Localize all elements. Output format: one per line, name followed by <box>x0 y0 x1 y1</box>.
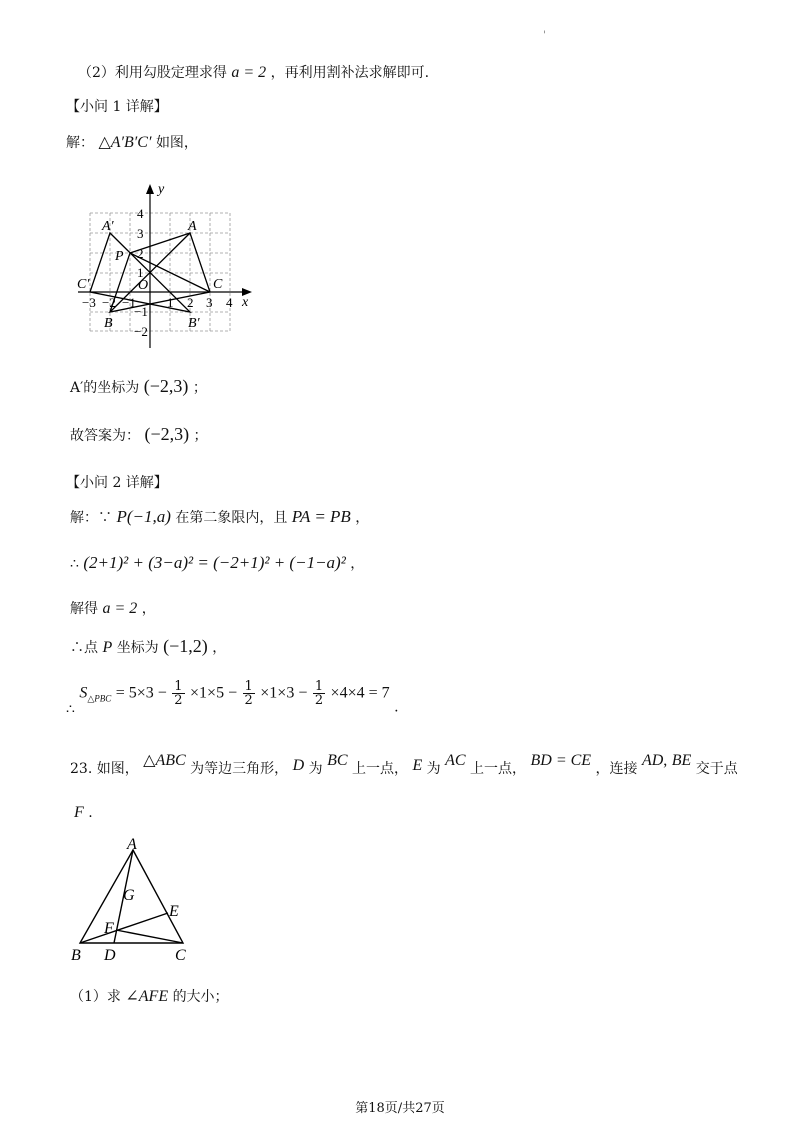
point-b1-label: B′ <box>188 316 200 331</box>
figure-label-g: G <box>123 887 135 904</box>
point-p-coord-mid: 坐标为 <box>116 640 159 656</box>
q23-text-4: 为 <box>426 761 441 777</box>
q23-seg-ac: AC <box>445 752 466 769</box>
fraction-1-den: 2 <box>174 693 183 708</box>
area-term-d: ×4×4 = 7 <box>330 684 390 702</box>
corner-mark: ' <box>543 30 546 41</box>
solve-prefix: 解得 <box>70 601 98 617</box>
q23-text-5: 上一点， <box>470 761 527 777</box>
q23-point-f: F <box>74 804 84 821</box>
q23-comma: , <box>663 752 668 769</box>
triangle-label: △A′B′C′ <box>98 134 152 151</box>
y-axis-arrow-icon <box>146 184 154 194</box>
tick-x-neg3: −3 <box>82 295 96 310</box>
q23-text-1: 为等边三角形， <box>190 761 289 777</box>
q23-text-8: . <box>88 805 93 821</box>
q23-triangle: △ABC <box>143 752 186 769</box>
area-term-b: ×1×5 − <box>190 684 238 702</box>
x-axis-label: x <box>242 295 249 310</box>
q23-point-e: E <box>412 757 423 774</box>
fraction-3-num: 1 <box>314 679 324 694</box>
question-23 <box>70 752 738 778</box>
point-p-coord-end: ， <box>212 640 227 656</box>
fraction-1 <box>172 680 184 707</box>
tick-x-neg1: −1 <box>122 295 136 310</box>
point-p-name: P <box>102 639 113 656</box>
answer-line <box>70 424 208 445</box>
q23-text-2: 为 <box>308 761 323 777</box>
q23-text-7: 交于点 <box>695 761 738 777</box>
tick-y-1: 1 <box>137 265 144 280</box>
fraction-2-num: 1 <box>244 679 253 694</box>
subquestion-1-suffix: 的大小； <box>172 989 229 1005</box>
section-heading-2: 【小问 2 详解】 <box>66 475 168 491</box>
solution-2-prefix: 解：∵ <box>70 510 112 526</box>
point-a1-label: A′ <box>102 219 114 234</box>
answer-label: 故答案为： <box>70 428 140 444</box>
q23-text-6: ，连接 <box>595 761 638 777</box>
solution-1-prefix: 解： <box>66 135 94 151</box>
origin-label: O <box>138 278 149 293</box>
q23-number: 23. 如图， <box>70 761 139 777</box>
segment-fc <box>116 930 183 943</box>
point-p-expr: P(−1,a) <box>116 507 171 526</box>
coord-line <box>70 376 207 397</box>
triangle-figure <box>66 836 206 968</box>
page-footer: 第18页/共27页 <box>355 1101 445 1116</box>
figure-label-f: F <box>104 920 114 937</box>
tick-x-3: 3 <box>206 295 213 310</box>
point-b-label: B <box>104 316 113 331</box>
coord-value: (−2,3) <box>143 376 189 396</box>
coord-end: ； <box>192 380 207 396</box>
tick-x-1: 1 <box>167 295 174 310</box>
point-c-label: C <box>213 277 223 292</box>
tick-y-3: 3 <box>137 226 144 241</box>
equation-line <box>70 553 364 573</box>
area-subscript: △PBC <box>87 693 112 704</box>
distance-equation: (2+1)² + (3−a)² = (−2+1)² + (−1−a)² <box>83 553 346 572</box>
area-therefore: ∴ <box>66 701 75 718</box>
figure-label-c: C <box>175 947 186 964</box>
q23-seg-ad: AD <box>641 752 664 769</box>
fraction-2-den: 2 <box>244 693 253 708</box>
q23-text-3: 上一点， <box>351 761 408 777</box>
point-p-label: P <box>115 249 124 264</box>
area-symbol: S <box>79 684 88 702</box>
fraction-1-num: 1 <box>174 679 183 694</box>
area-end: . <box>394 699 399 716</box>
angle-afe: ∠AFE <box>125 988 169 1005</box>
fraction-3 <box>313 680 325 707</box>
solve-line <box>70 598 156 618</box>
solve-value: a = 2 <box>102 600 138 617</box>
pa-pb-expr: PA = PB <box>291 507 351 526</box>
equation-therefore: ∴ <box>70 556 79 572</box>
question-23-cont <box>74 804 93 822</box>
subquestion-1 <box>70 986 229 1006</box>
hint-math: a = 2 <box>231 64 267 81</box>
point-p-coord-value: (−1,2) <box>163 636 208 656</box>
q23-bd-ce: BD = CE <box>530 752 592 769</box>
hint-line <box>78 62 429 82</box>
figure-label-b: B <box>71 947 81 964</box>
subquestion-1-prefix: （1）求 <box>70 989 121 1005</box>
coordinate-graph <box>70 178 260 348</box>
equation-end: ， <box>350 556 365 572</box>
q23-seg-be: BE <box>671 752 692 769</box>
tick-y-neg2: −2 <box>134 324 148 339</box>
hint-suffix: ，再利用割补法求解即可. <box>270 65 430 81</box>
coord-label: A′的坐标为 <box>70 380 140 396</box>
answer-value: (−2,3) <box>144 424 190 444</box>
point-p-coord-line <box>70 636 226 657</box>
solution-1-intro <box>66 132 198 152</box>
tick-x-4: 4 <box>226 295 233 310</box>
figure-label-e: E <box>169 903 179 920</box>
fraction-3-den: 2 <box>314 693 324 708</box>
area-line <box>66 680 399 718</box>
figure-label-d: D <box>104 947 116 964</box>
tick-y-2: 2 <box>137 246 144 261</box>
section-heading-1: 【小问 1 详解】 <box>66 99 168 115</box>
solution-2-mid: 在第二象限内，且 <box>175 510 288 526</box>
point-c1-label: C′ <box>77 277 90 292</box>
figure-label-a: A <box>127 836 137 853</box>
tick-y-4: 4 <box>137 206 144 221</box>
solution-1-suffix: 如图， <box>155 135 198 151</box>
fraction-2 <box>243 680 255 707</box>
tick-x-2: 2 <box>187 295 194 310</box>
q23-point-d: D <box>292 757 305 774</box>
q23-seg-bc: BC <box>327 752 348 769</box>
tick-y-neg1: −1 <box>134 304 148 319</box>
area-term-a: = 5×3 − <box>115 684 167 702</box>
hint-prefix: （2）利用勾股定理求得 <box>78 65 227 81</box>
y-axis-label: y <box>158 182 165 197</box>
solution-2-end: ， <box>355 510 370 526</box>
point-a-label: A <box>188 219 197 234</box>
answer-end: ； <box>193 428 208 444</box>
solve-end: ， <box>141 601 156 617</box>
point-p-coord-prefix: ∴点 <box>70 640 98 656</box>
tick-x-neg2: −2 <box>102 295 116 310</box>
area-term-c: ×1×3 − <box>260 684 308 702</box>
solution-2-intro <box>70 507 369 527</box>
segment-be <box>80 913 168 943</box>
